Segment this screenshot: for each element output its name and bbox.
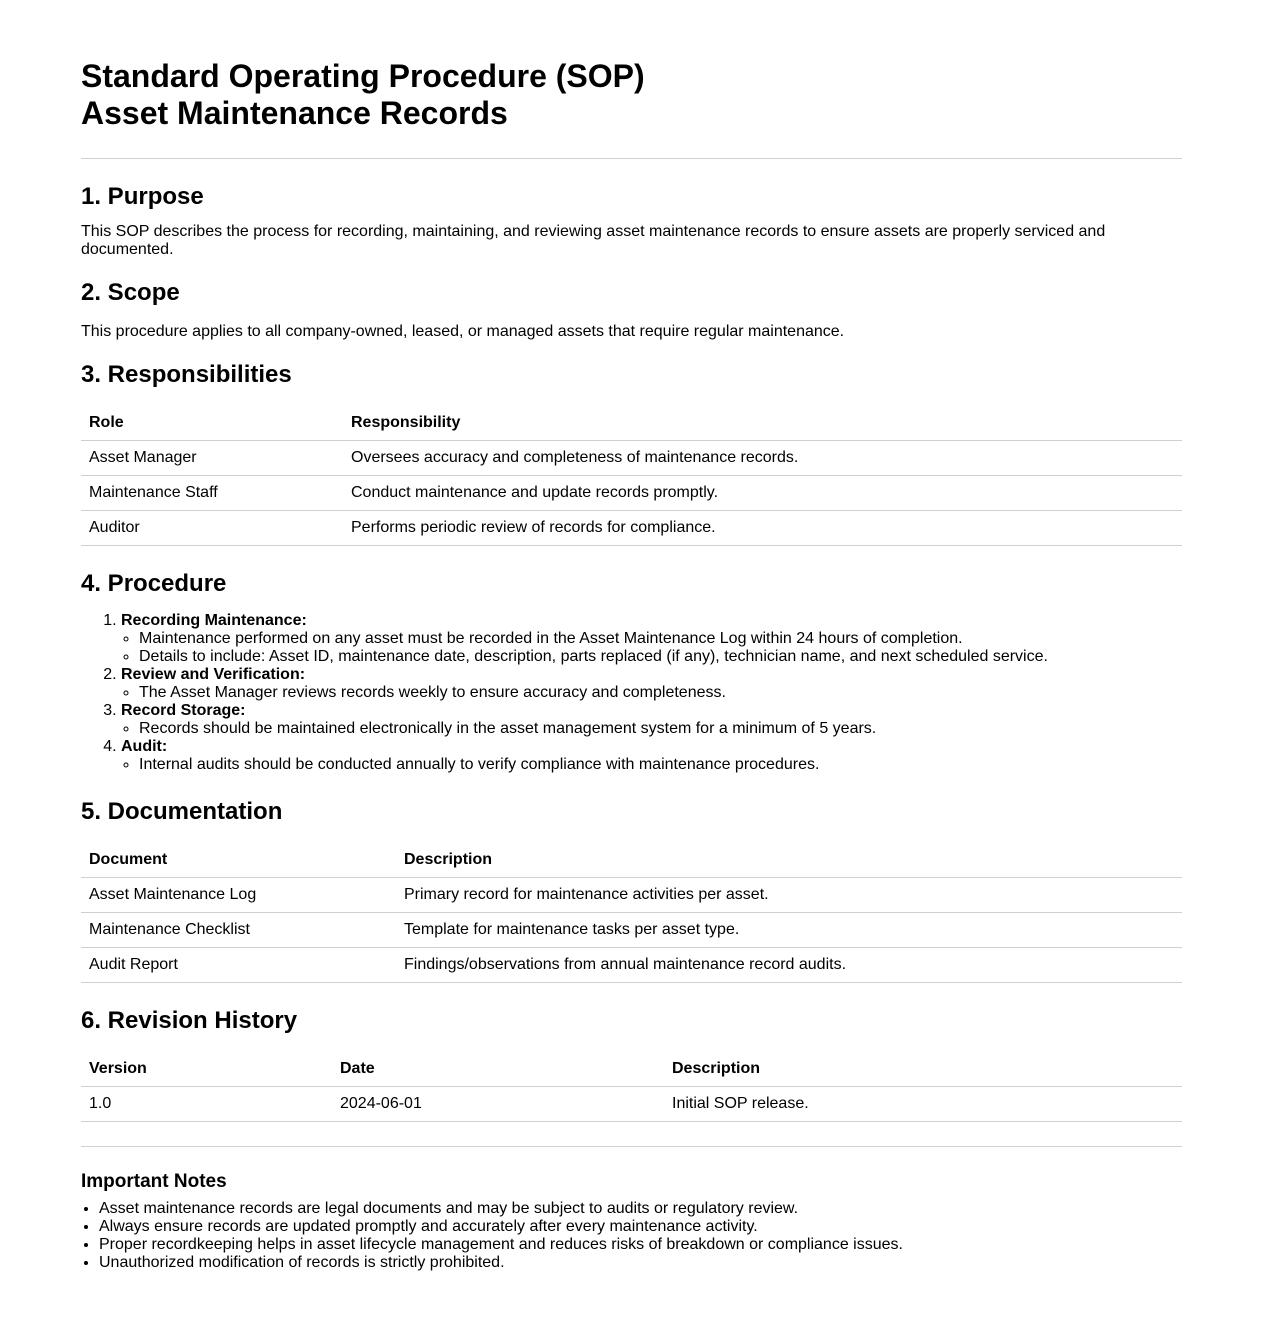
- column-header-responsibility: Responsibility: [343, 405, 1182, 441]
- step-details: [121, 684, 1182, 702]
- list-item: • Unauthorized modification of records is strictly prohibited.: [99, 1254, 1182, 1272]
- procedure-steps: [81, 612, 1182, 774]
- column-header-role: Role: [81, 405, 343, 441]
- step-title: Audit:: [121, 738, 168, 755]
- procedure-step: [121, 738, 1182, 774]
- documentation-table: [81, 842, 1182, 983]
- document-cell: Maintenance Checklist: [81, 913, 396, 948]
- step-details: [121, 630, 1182, 666]
- title-line-1: Standard Operating Procedure (SOP): [81, 58, 645, 94]
- title-divider: [81, 158, 1182, 159]
- role-cell: Asset Manager: [81, 441, 343, 476]
- list-item: ◦ Internal audits should be conducted annually to verify compliance with maintenance procedures.: [139, 756, 1182, 774]
- table-header-row: [81, 405, 1182, 441]
- date-cell: 2024-06-01: [332, 1087, 664, 1122]
- list-item: • Asset maintenance records are legal documents and may be subject to audits or regulatory review.: [99, 1200, 1182, 1218]
- purpose-heading: 1. Purpose: [81, 183, 204, 210]
- responsibility-cell: Conduct maintenance and update records promptly.: [343, 476, 1182, 511]
- document-cell: Asset Maintenance Log: [81, 878, 396, 913]
- important-notes-list: [81, 1200, 1182, 1272]
- table-row: [81, 1087, 1182, 1122]
- role-cell: Maintenance Staff: [81, 476, 343, 511]
- table-header-row: [81, 1051, 1182, 1087]
- table-row: [81, 878, 1182, 913]
- step-title: Review and Verification:: [121, 666, 306, 683]
- table-row: [81, 476, 1182, 511]
- list-item: • Always ensure records are updated promptly and accurately after every maintenance activity.: [99, 1218, 1182, 1236]
- description-cell: Template for maintenance tasks per asset type.: [396, 913, 1182, 948]
- list-item: ◦ Maintenance performed on any asset must be recorded in the Asset Maintenance Log within 24 hours of completion.: [139, 630, 1182, 648]
- responsibility-cell: Performs periodic review of records for compliance.: [343, 511, 1182, 546]
- revision-history-heading: 6. Revision History: [81, 1007, 298, 1034]
- document-cell: Audit Report: [81, 948, 396, 983]
- table-header-row: [81, 842, 1182, 878]
- procedure-step: [121, 702, 1182, 738]
- scope-text: This procedure applies to all company-owned, leased, or managed assets that require regular maintenance.: [81, 323, 845, 340]
- notes-divider: [81, 1146, 1182, 1147]
- table-row: [81, 511, 1182, 546]
- step-title: Recording Maintenance:: [121, 612, 307, 629]
- responsibility-cell: Oversees accuracy and completeness of maintenance records.: [343, 441, 1182, 476]
- documentation-heading: 5. Documentation: [81, 798, 283, 825]
- step-title: Record Storage:: [121, 702, 246, 719]
- list-item: ◦ The Asset Manager reviews records weekly to ensure accuracy and completeness.: [139, 684, 1182, 702]
- column-header-description: Description: [396, 842, 1182, 878]
- sop-document: [81, 0, 1182, 1272]
- column-header-document: Document: [81, 842, 396, 878]
- list-item: ◦ Records should be maintained electronically in the asset management system for a minimum of 5 years.: [139, 720, 1182, 738]
- procedure-step: [121, 666, 1182, 702]
- column-header-version: Version: [81, 1051, 332, 1087]
- responsibilities-heading: 3. Responsibilities: [81, 361, 292, 388]
- description-cell: Findings/observations from annual maintenance record audits.: [396, 948, 1182, 983]
- column-header-description: Description: [664, 1051, 1182, 1087]
- procedure-heading: 4. Procedure: [81, 570, 227, 597]
- table-row: [81, 913, 1182, 948]
- title-line-2: Asset Maintenance Records: [81, 95, 508, 131]
- list-item: ◦ Details to include: Asset ID, maintenance date, description, parts replaced (if any), technician name, and next scheduled service.: [139, 648, 1182, 666]
- role-cell: Auditor: [81, 511, 343, 546]
- step-details: [121, 756, 1182, 774]
- version-cell: 1.0: [81, 1087, 332, 1122]
- list-item: • Proper recordkeeping helps in asset lifecycle management and reduces risks of breakdown or compliance issues.: [99, 1236, 1182, 1254]
- procedure-step: [121, 612, 1182, 666]
- scope-heading: 2. Scope: [81, 279, 180, 306]
- document-title: [81, 58, 1182, 132]
- column-header-date: Date: [332, 1051, 664, 1087]
- step-details: [121, 720, 1182, 738]
- table-row: [81, 441, 1182, 476]
- table-row: [81, 948, 1182, 983]
- revision-history-table: [81, 1051, 1182, 1122]
- important-notes-heading: Important Notes: [81, 1171, 227, 1192]
- description-cell: Primary record for maintenance activities per asset.: [396, 878, 1182, 913]
- description-cell: Initial SOP release.: [664, 1087, 1182, 1122]
- purpose-text: This SOP describes the process for recording, maintaining, and reviewing asset maintenance records to ensure assets are properly serviced and documented.: [81, 223, 1106, 258]
- responsibilities-table: [81, 405, 1182, 546]
